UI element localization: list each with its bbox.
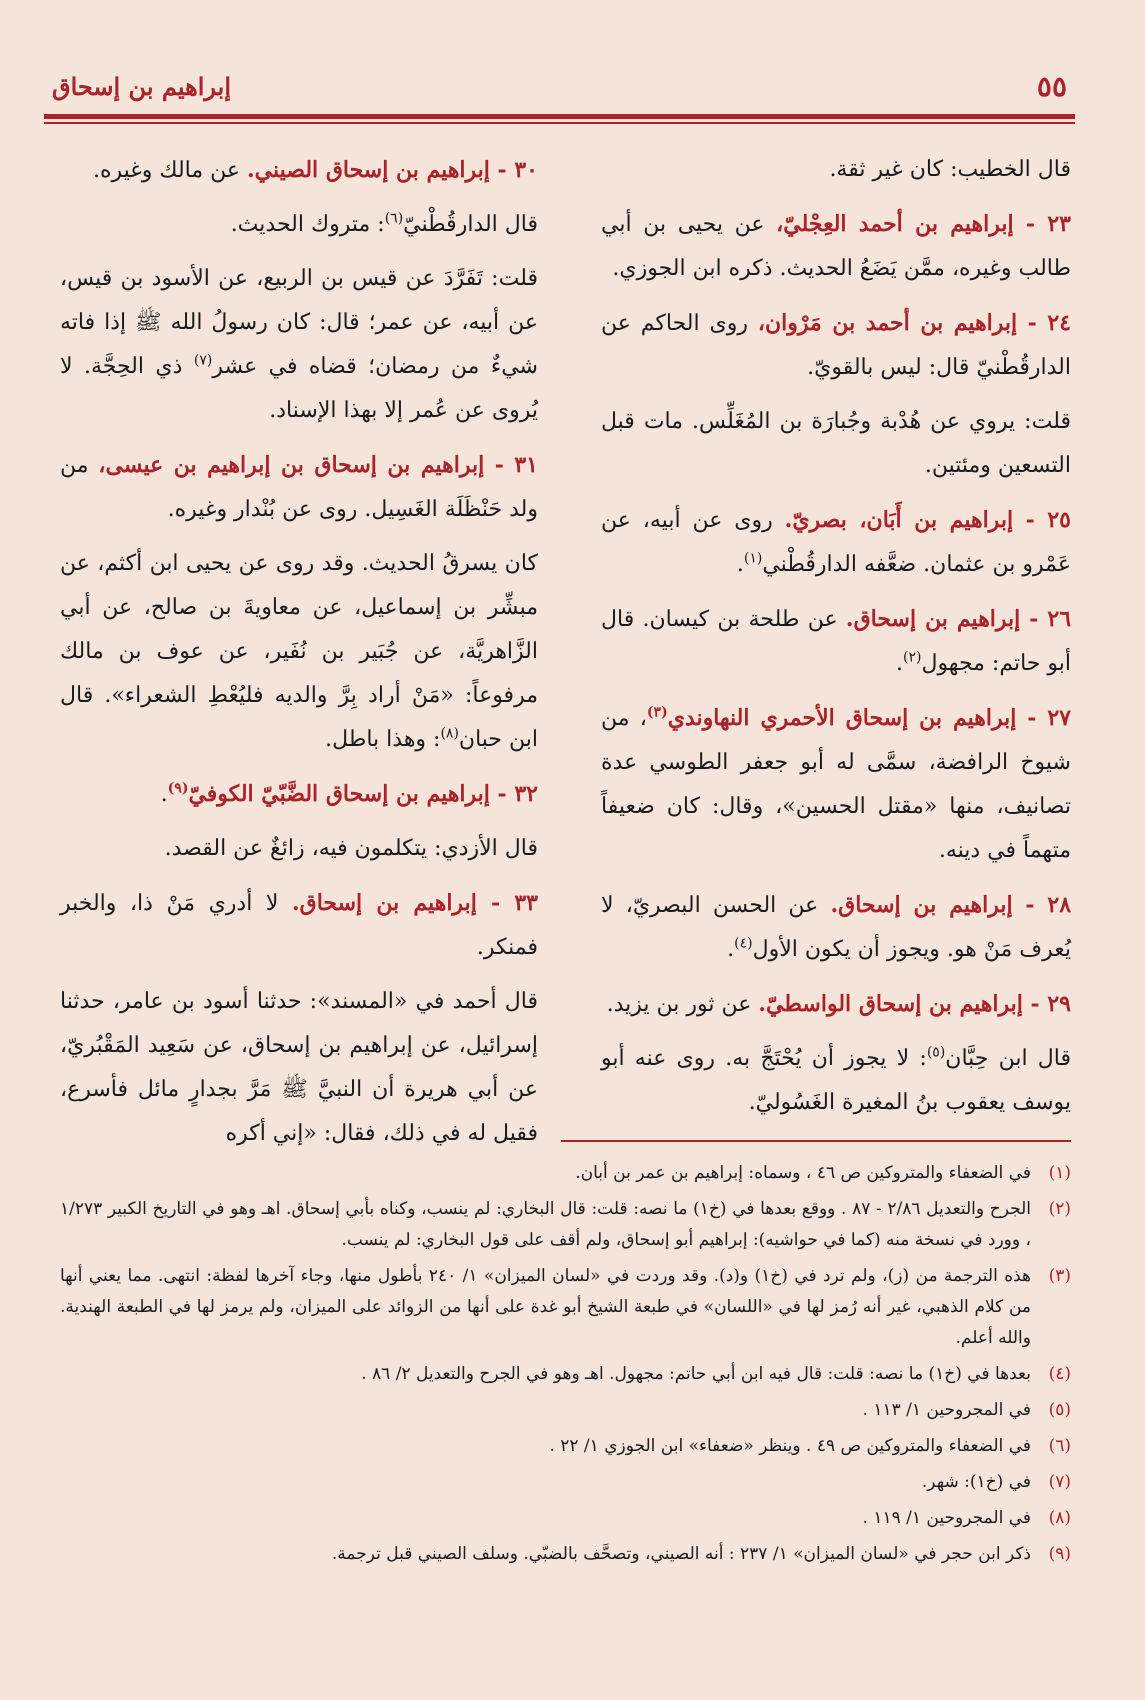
entry-paragraph xyxy=(601,597,1071,686)
footnote-text: بعدها في (خ١) ما نصه: قلت: قال فيه ابن أبي حاتم: مجهول. اهـ وهو في الجرح والتعديل ٢/ ٨٦ . xyxy=(361,1364,1031,1384)
footnote-number: (٤) xyxy=(1048,1364,1071,1384)
entry-heading: ٢٦ - إبراهيم بن إسحاق. xyxy=(845,606,1072,632)
entry-text: عن الحسن البصريّ، لا يُعرف مَنْ هو. ويجوز أن يكون الأول xyxy=(601,893,1071,962)
footnote-number: (٩) xyxy=(1048,1544,1071,1564)
entry-heading: ٢٥ - إبراهيم بن أَبَان، بصريّ. xyxy=(784,507,1071,533)
footnote xyxy=(60,1359,1071,1390)
entry-text-tail: . xyxy=(727,937,735,962)
footnote-number: (٥) xyxy=(1048,1400,1071,1420)
footnote-number: (٦) xyxy=(1048,1436,1071,1456)
entry-paragraph xyxy=(60,881,538,970)
entry-text: قلت: يروي عن هُدْبة وجُبارَة بن المُغَلِّس. مات قبل التسعين ومئتين. xyxy=(601,409,1071,478)
entry-text-tail: : لا يجوز أن يُحْتَجَّ به. روى عنه أبو يوسف يعقوب بنُ المغيرة الغَسُوليّ. xyxy=(601,1046,1071,1115)
footnote-ref: (٨) xyxy=(440,725,459,742)
footnote-ref: (٢) xyxy=(902,649,922,666)
footnote xyxy=(60,1539,1071,1570)
entry-text: قال الخطيب: كان غير ثقة. xyxy=(829,157,1071,182)
entry-heading: ٢٤ - إبراهيم بن أحمد بن مَرْوان، xyxy=(757,310,1072,336)
footnote xyxy=(60,1194,1071,1256)
entry-text: كان يسرقُ الحديث. وقد روى عن يحيى ابن أكثم، عن مبشِّر بن إسماعيل، عن معاويةَ بن صالح، عن أبي الزَّاهريَّة، عن جُبَير بن نُفَير، عن عوف بن مالك مرفوعاً: «مَنْ أراد بِرَّ والديه فليُعْطِ الشعراء». قال ابن حبان xyxy=(60,551,538,752)
entry-heading: ٣٢ - إبراهيم بن إسحاق الضَّبّيّ الكوفيّ xyxy=(188,781,538,807)
text-paragraph xyxy=(60,257,538,433)
entry-text: قال الدارقُطْنيّ xyxy=(403,212,538,237)
footnote-text: هذه الترجمة من (ز)، ولم ترد في (خ١) و(د). وقد وردت في «لسان الميزان» ١/ ٢٤٠ بأطول منها، وجاء آخرها لفظة: انتهى. مما يعني أنها من كلام الذهبي، غير أنه رُمز لها في «اللسان» في طبعة الشيخ أبو غدة على أنها من الزوائد على الميزان، ولم يرمز لها في الطبعة الهندية. والله أعلم. xyxy=(60,1266,1031,1348)
footnote xyxy=(60,1503,1071,1534)
entry-text: روى الحاكم عن الدارقُطْنيّ قال: ليس بالقويّ. xyxy=(601,311,1071,380)
footnote-number: (١) xyxy=(1048,1163,1071,1183)
entry-paragraph xyxy=(60,148,538,193)
footnote xyxy=(60,1431,1071,1462)
footnote-text: في المجروحين ١/ ١١٣ . xyxy=(862,1400,1031,1420)
entry-text-tail: : وهذا باطل. xyxy=(325,727,441,752)
entry-paragraph xyxy=(601,498,1071,587)
footnote-ref: (١) xyxy=(743,550,763,567)
header-rule-thin xyxy=(44,122,1075,124)
footnote-text: في (خ١): شهر. xyxy=(921,1472,1031,1492)
footnote-number: (٨) xyxy=(1048,1508,1071,1528)
entry-text: قال ابن حِبَّان xyxy=(945,1046,1071,1071)
entry-text: عن يحيى بن أبي طالب وغيره، ممَّن يَضَعُ الحديث. ذكره ابن الجوزي. xyxy=(601,212,1071,281)
text-paragraph xyxy=(601,1037,1071,1125)
entry-heading: ٢٧ - إبراهيم بن إسحاق الأحمري النهاوندي xyxy=(667,705,1071,731)
footnote-text: ذكر ابن حجر في «لسان الميزان» ١/ ٢٣٧ : أنه الصيني، وتصحَّف بالضبّي. وسلف الصيني قبل ترجمة. xyxy=(331,1544,1031,1564)
running-title: إبراهيم بن إسحاق xyxy=(52,72,231,101)
footnote-ref: (٧) xyxy=(193,352,213,369)
footnote-text: في المجروحين ١/ ١١٩ . xyxy=(862,1508,1031,1528)
right-column xyxy=(601,148,1071,1135)
footnote xyxy=(60,1158,1071,1189)
header-rule-thick xyxy=(44,114,1075,119)
text-paragraph xyxy=(60,980,538,1156)
text-paragraph xyxy=(601,400,1071,488)
footnote-number: (٣) xyxy=(1048,1266,1071,1286)
entry-paragraph xyxy=(601,202,1071,291)
footnotes xyxy=(60,1158,1071,1575)
entry-heading: ٢٩ - إبراهيم بن إسحاق الواسطيّ. xyxy=(758,991,1071,1017)
running-header xyxy=(44,70,1075,110)
entry-text: من ولد حَنْظَلَة الغَسِيل. روى عن بُنْدار وغيره. xyxy=(60,453,538,522)
footnote-ref: (٩) xyxy=(167,780,189,797)
footnote-ref: (٥) xyxy=(926,1044,946,1061)
entry-heading: ٣٠ - إبراهيم بن إسحاق الصيني. xyxy=(247,157,538,183)
entry-text-tail: ذي الحِجَّة. لا يُروى عن عُمر إلا بهذا الإسناد. xyxy=(60,354,538,423)
footnote-number: (٧) xyxy=(1048,1472,1071,1492)
entry-text-tail: . xyxy=(736,552,744,577)
entry-heading: ٢٨ - إبراهيم بن إسحاق. xyxy=(830,892,1072,918)
footnote-text: في الضعفاء والمتروكين ص ٤٩ . وينظر «ضعفاء» ابن الجوزي ١/ ٢٢ . xyxy=(549,1436,1031,1456)
left-column xyxy=(60,148,538,1166)
entry-paragraph xyxy=(601,982,1071,1027)
entry-paragraph xyxy=(60,443,538,532)
footnote xyxy=(60,1467,1071,1498)
entry-text-tail: . xyxy=(895,651,903,676)
footnote-ref: (٤) xyxy=(734,935,753,952)
entry-text: روى عن أبيه، عن عَمْرو بن عثمان. ضعَّفه الدارقُطْني xyxy=(601,508,1071,577)
entry-heading: ٣١ - إبراهيم بن إسحاق بن إبراهيم بن عيسى، xyxy=(98,452,538,478)
page-number: ٥٥ xyxy=(1036,70,1067,103)
footnote xyxy=(60,1395,1071,1426)
entry-text: . xyxy=(160,782,168,807)
entry-text: عن ثور بن يزيد. xyxy=(606,992,759,1017)
entry-paragraph xyxy=(60,772,538,817)
footnote-rule xyxy=(561,1140,1071,1142)
text-paragraph xyxy=(60,203,538,247)
footnote xyxy=(60,1261,1071,1354)
text-paragraph xyxy=(60,827,538,871)
entry-text: ، من شيوخ الرافضة، سمَّى له أبو جعفر الطوسي عدة تصانيف، منها «مقتل الحسين»، وقال: كان ضعيفاً متهماً في دينه. xyxy=(601,706,1071,863)
footnote-text: في الضعفاء والمتروكين ص ٤٦ ، وسماه: إبراهيم بن عمر بن أبان. xyxy=(575,1163,1031,1183)
footnote-ref: (٣) xyxy=(646,704,668,721)
entry-paragraph xyxy=(601,696,1071,873)
footnote-ref: (٦) xyxy=(384,210,404,227)
entry-heading: ٣٣ - إبراهيم بن إسحاق. xyxy=(291,890,538,916)
entry-text: لا أدري مَنْ ذا، والخبر فمنكر. xyxy=(60,891,538,960)
entry-paragraph xyxy=(601,883,1071,972)
entry-text-tail: : متروك الحديث. xyxy=(230,212,385,237)
text-paragraph xyxy=(601,148,1071,192)
entry-heading: ٢٣ - إبراهيم بن أحمد العِجْليّ، xyxy=(776,211,1071,237)
footnote-text: الجرح والتعديل ٢/٨٦ - ٨٧ . ووقع بعدها في (خ١) ما نصه: قلت: قال البخاري: لم ينسب، وكناه بأبي إسحاق. اهـ وهو في التاريخ الكبير ١/٢٧٣ ، وورد في نسخة منه (كما في حواشيه): إبراهيم أبو إسحاق، ولم أقف على قول البخاري: لم ينسب. xyxy=(60,1199,1031,1250)
entry-paragraph xyxy=(601,301,1071,390)
entry-text: قال الأزدي: يتكلمون فيه، زائغٌ عن القصد. xyxy=(164,836,538,861)
entry-text: عن طلحة بن كيسان. قال أبو حاتم: مجهول xyxy=(601,607,1071,676)
entry-text: عن مالك وغيره. xyxy=(92,158,247,183)
footnote-number: (٢) xyxy=(1048,1199,1071,1219)
entry-text: قال أحمد في «المسند»: حدثنا أسود بن عامر، حدثنا إسرائيل، عن إبراهيم بن إسحاق، عن سَعِيد المَقْبُريّ، عن أبي هريرة أن النبيَّ ﷺ مَرَّ بجدارٍ مائل فأسرع، فقيل له في ذلك، فقال: «إني أكره xyxy=(60,989,538,1146)
entry-text: قلت: تَفَرَّدَ عن قيس بن الربيع، عن الأسود بن قيس، عن أبيه، عن عمر؛ قال: كان رسولُ الله ﷺ إذا فاته شيءٌ من رمضان؛ قضاه في عشر xyxy=(60,266,538,379)
text-paragraph xyxy=(60,542,538,762)
